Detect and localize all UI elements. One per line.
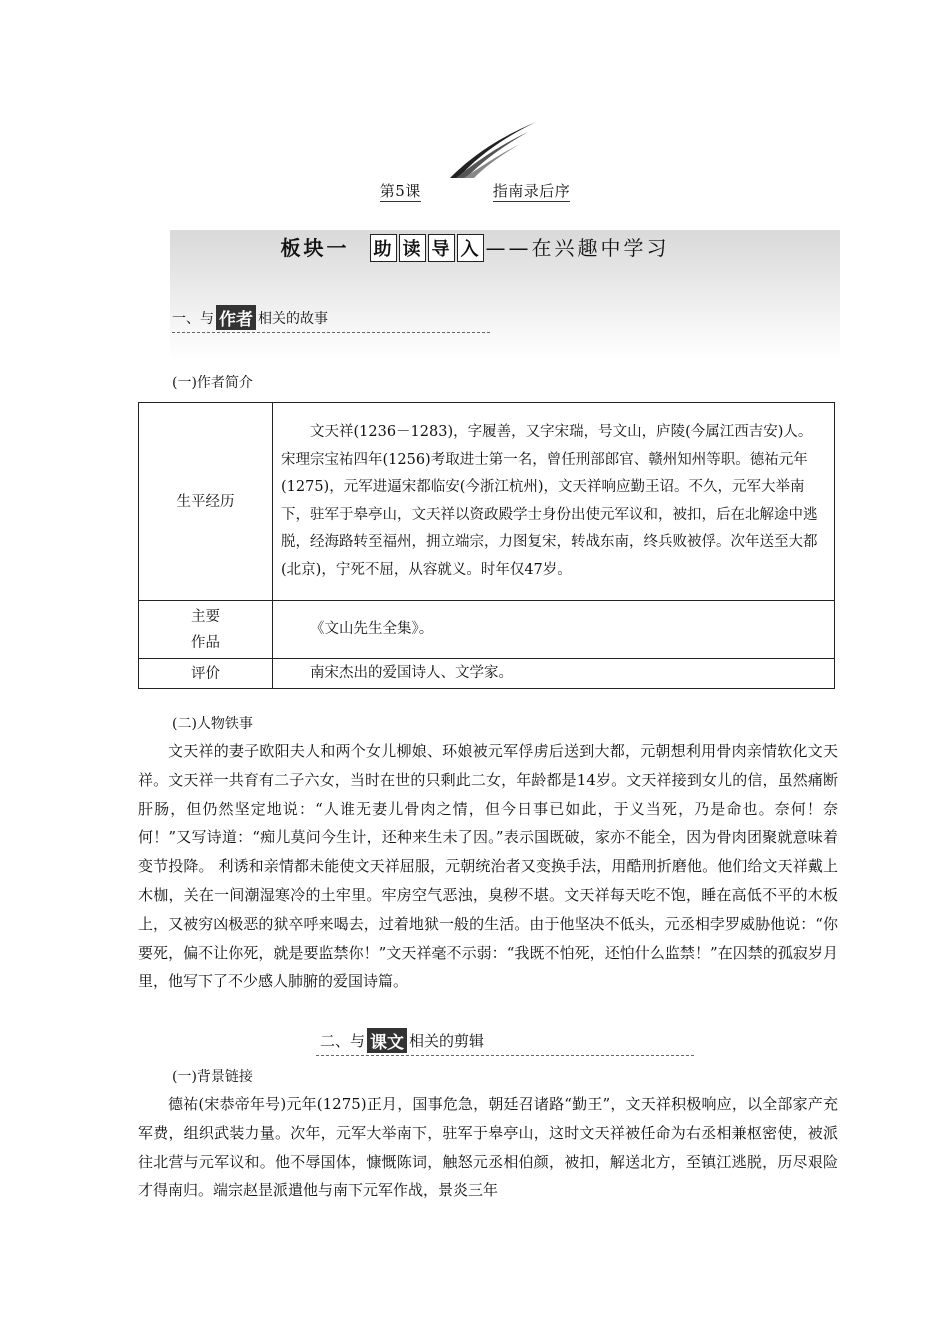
module-prefix: 板块一 <box>280 236 350 260</box>
table-row <box>139 403 835 601</box>
table-label: 生平经历 <box>139 403 273 601</box>
anecdote-paragraph: 文天祥的妻子欧阳夫人和两个女儿柳娘、环娘被元军俘虏后送到大都，元朝想利用骨肉亲情软化文天祥。文天祥一共育有二子六女，当时在世的只剩此二女，年龄都是14岁。文天祥接到女儿的信，虽然痛断肝肠，但仍然坚定地说：“人谁无妻儿骨肉之情，但今日事已如此，于义当死，乃是命也。奈何！奈何！”又写诗道：“痴儿莫问今生计，还种来生未了因。”表示国既破，家亦不能全，因为骨肉团聚就意味着变节投降。 利诱和亲情都未能使文天祥屈服，元朝统治者又变换手法，用酷刑折磨他。他们给文天祥戴上木枷，关在一间潮湿寒冷的土牢里。牢房空气恶浊，臭秽不堪。文天祥每天吃不饱，睡在高低不平的木板上，又被穷凶极恶的狱卒呼来喝去，过着地狱一般的生活。由于他坚决不低头，元丞相孛罗威胁他说：“你要死，偏不让你死，就是要监禁你！”文天祥毫不示弱：“我既不怕死，还怕什么监禁！”在囚禁的孤寂岁月里，他写下了不少感人肺腑的爱国诗篇。 <box>138 742 838 991</box>
table-content <box>273 659 835 689</box>
swoosh-logo-icon <box>448 120 538 180</box>
author-info-table <box>138 402 835 689</box>
module-suffix: 在兴趣中学习 <box>531 236 670 260</box>
module-boxed-char: 读 <box>399 234 426 262</box>
module-boxed-char: 入 <box>457 234 484 262</box>
section1-tag: 作者 <box>216 305 256 330</box>
table-row <box>139 601 835 659</box>
table-label: 评价 <box>139 659 273 689</box>
section2-tag: 课文 <box>367 1028 407 1053</box>
table-content <box>273 601 835 659</box>
lesson-title <box>0 180 950 202</box>
lesson-name: 指南录后序 <box>492 182 571 200</box>
module-boxed-char: 助 <box>370 234 397 262</box>
section2-suffix: 相关的剪辑 <box>409 1032 485 1050</box>
section-heading-author <box>172 305 490 333</box>
subsection-background: (一)背景链接 <box>172 1069 253 1085</box>
lesson-number: 第5课 <box>379 182 421 200</box>
table-content-text: 南宋杰出的爱国诗人、文学家。 <box>310 664 513 681</box>
section1-prefix: 一、与 <box>172 311 214 327</box>
module-dash: —— <box>485 236 532 260</box>
table-label-line: 作品 <box>191 634 220 651</box>
table-label <box>139 601 273 659</box>
background-paragraph: 德祐(宋恭帝年号)元年(1275)正月，国事危急，朝廷召诸路“勤王”，文天祥积极响应，以全部家产充军费，组织武装力量。次年，元军大举南下，驻军于皋亭山，这时文天祥被任命为右丞相兼枢密使，被派往北营与元军议和。他不辱国体，慷慨陈词，触怒元丞相伯颜，被扣，解送北方，至镇江逃脱，历尽艰险才得南归。端宗赵昰派遣他与南下元军作战，景炎三年 <box>138 1095 838 1200</box>
table-row <box>139 659 835 689</box>
table-label-line: 主要 <box>191 608 220 625</box>
module-title <box>0 232 950 262</box>
table-content-text: 《文山先生全集》。 <box>310 620 434 637</box>
module-boxed-char: 导 <box>428 234 455 262</box>
subsection-author-intro: (一)作者简介 <box>172 375 253 391</box>
section2-prefix: 二、与 <box>320 1032 366 1050</box>
section1-suffix: 相关的故事 <box>258 311 328 327</box>
subsection-anecdote: (二)人物铁事 <box>172 716 253 732</box>
section-heading-text <box>316 1028 694 1056</box>
table-content-text: 文天祥(1236－1283)，字履善，又字宋瑞，号文山，庐陵(今属江西吉安)人。宋理宗宝祐四年(1256)考取进士第一名，曾任刑部郎官、赣州知州等职。德祐元年(1275)，元军进逼宋都临安(今浙江杭州)，文天祥响应勤王诏。不久，元军大举南下，驻军于皋亭山，文天祥以资政殿学士身份出使元军议和，被扣，后在北解途中逃脱，经海路转至福州，拥立端宗，力图复宋，转战东南，终兵败被俘。次年送至大都(北京)，宁死不屈，从容就义。时年仅47岁。 <box>281 424 818 578</box>
table-content <box>273 403 835 601</box>
